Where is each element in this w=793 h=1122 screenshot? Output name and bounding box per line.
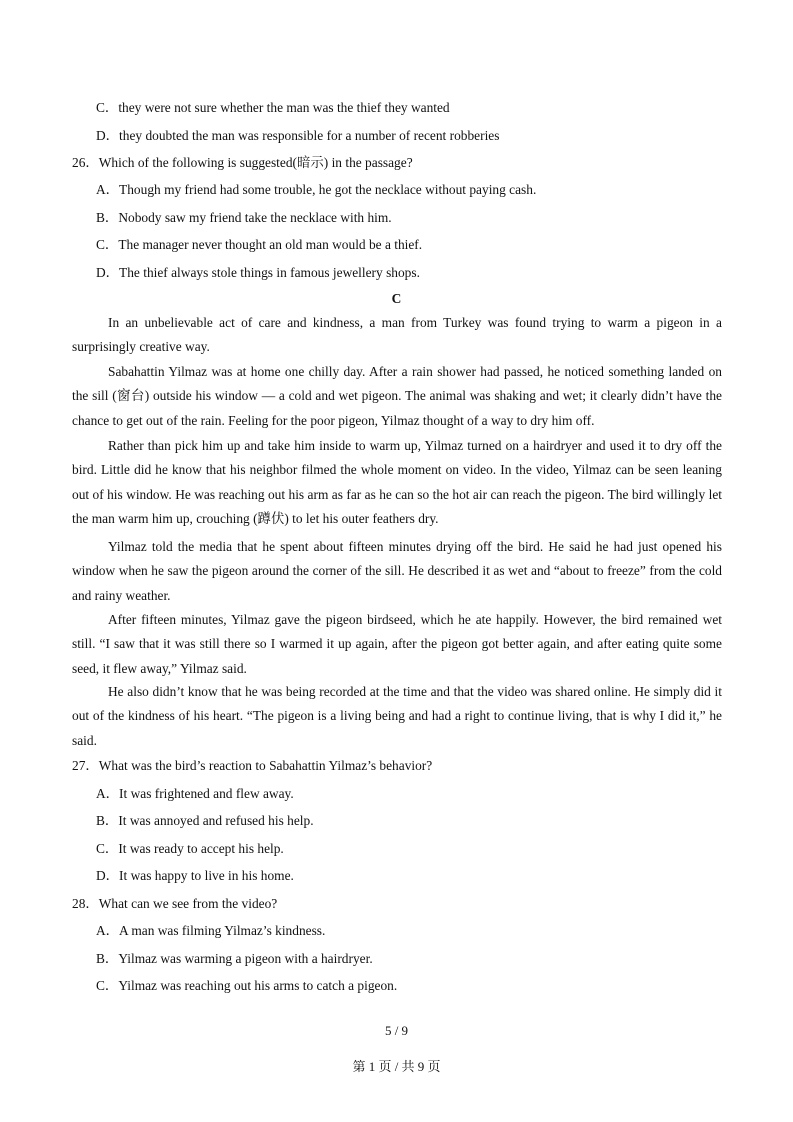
q26-option-d: D．The thief always stole things in famous jewellery shops. <box>96 265 420 280</box>
q28-stem: 28．What can we see from the video? <box>72 896 278 911</box>
q26-option-b: B．Nobody saw my friend take the necklace with him. <box>96 210 392 225</box>
passage-paragraph-4: Yilmaz told the media that he spent about fifteen minutes drying off the bird. He said he had just opened his window when he saw the pigeon around the corner of the sill. He described it as wet and “about to freeze” from the cold and rainy weather. <box>72 539 722 603</box>
passage-paragraph-6: He also didn’t know that he was being recorded at the time and that the video was shared online. He simply did it out of the kindness of his heart. “The pigeon is a living being and had a right to continue living, that is why I did it,” he said. <box>72 684 722 748</box>
q26-stem: 26．Which of the following is suggested(暗示) in the passage? <box>72 155 413 170</box>
q27-option-b: B．It was annoyed and refused his help. <box>96 813 314 828</box>
q27-option-a: A．It was frightened and flew away. <box>96 786 294 801</box>
passage-paragraph-2: Sabahattin Yilmaz was at home one chilly day. After a rain shower had passed, he noticed something landed on the sill (窗台) outside his window — a cold and wet pigeon. The animal was shaking and wet; it clearly didn’t have the chance to get out of the rain. Feeling for the poor pigeon, Yilmaz thought of a way to dry him off. <box>72 364 722 428</box>
passage-paragraph-5: After fifteen minutes, Yilmaz gave the pigeon birdseed, which he ate happily. However, the bird remained wet still. “I saw that it was still there so I warmed it up again, after the pigeon got better again, and after eating quite some seed, it flew away,” Yilmaz said. <box>72 612 722 676</box>
q28-option-c: C．Yilmaz was reaching out his arms to catch a pigeon. <box>96 978 398 993</box>
page-number: 5 / 9 <box>384 1023 409 1038</box>
q25-option-d: D．they doubted the man was responsible for a number of recent robberies <box>96 128 500 143</box>
passage-paragraph-3: Rather than pick him up and take him inside to warm up, Yilmaz turned on a hairdryer and used it to dry off the bird. Little did he know that his neighbor filmed the whole moment on video. In the video, Yilmaz can be seen leaning out of his window. He was reaching out his arm as far as he can so the hot air can reach the pigeon. The bird willingly let the man warm him up, crouching (蹲伏) to let his outer feathers dry. <box>72 438 722 526</box>
q25-option-c: C．they were not sure whether the man was the thief they wanted <box>96 100 450 115</box>
page-info: 第 1 页 / 共 9 页 <box>352 1059 441 1074</box>
q26-option-c: C．The manager never thought an old man would be a thief. <box>96 237 423 252</box>
q27-stem: 27．What was the bird’s reaction to Sabahattin Yilmaz’s behavior? <box>72 758 433 773</box>
q27-option-d: D．It was happy to live in his home. <box>96 868 294 883</box>
q26-option-a: A．Though my friend had some trouble, he got the necklace without paying cash. <box>96 182 537 197</box>
q28-option-a: A．A man was filming Yilmaz’s kindness. <box>96 923 326 938</box>
q27-option-c: C．It was ready to accept his help. <box>96 841 284 856</box>
section-title: C <box>391 291 402 306</box>
q28-option-b: B．Yilmaz was warming a pigeon with a hairdryer. <box>96 951 373 966</box>
passage-paragraph-1: In an unbelievable act of care and kindness, a man from Turkey was found trying to warm a pigeon in a surprisingly creative way. <box>72 315 722 355</box>
